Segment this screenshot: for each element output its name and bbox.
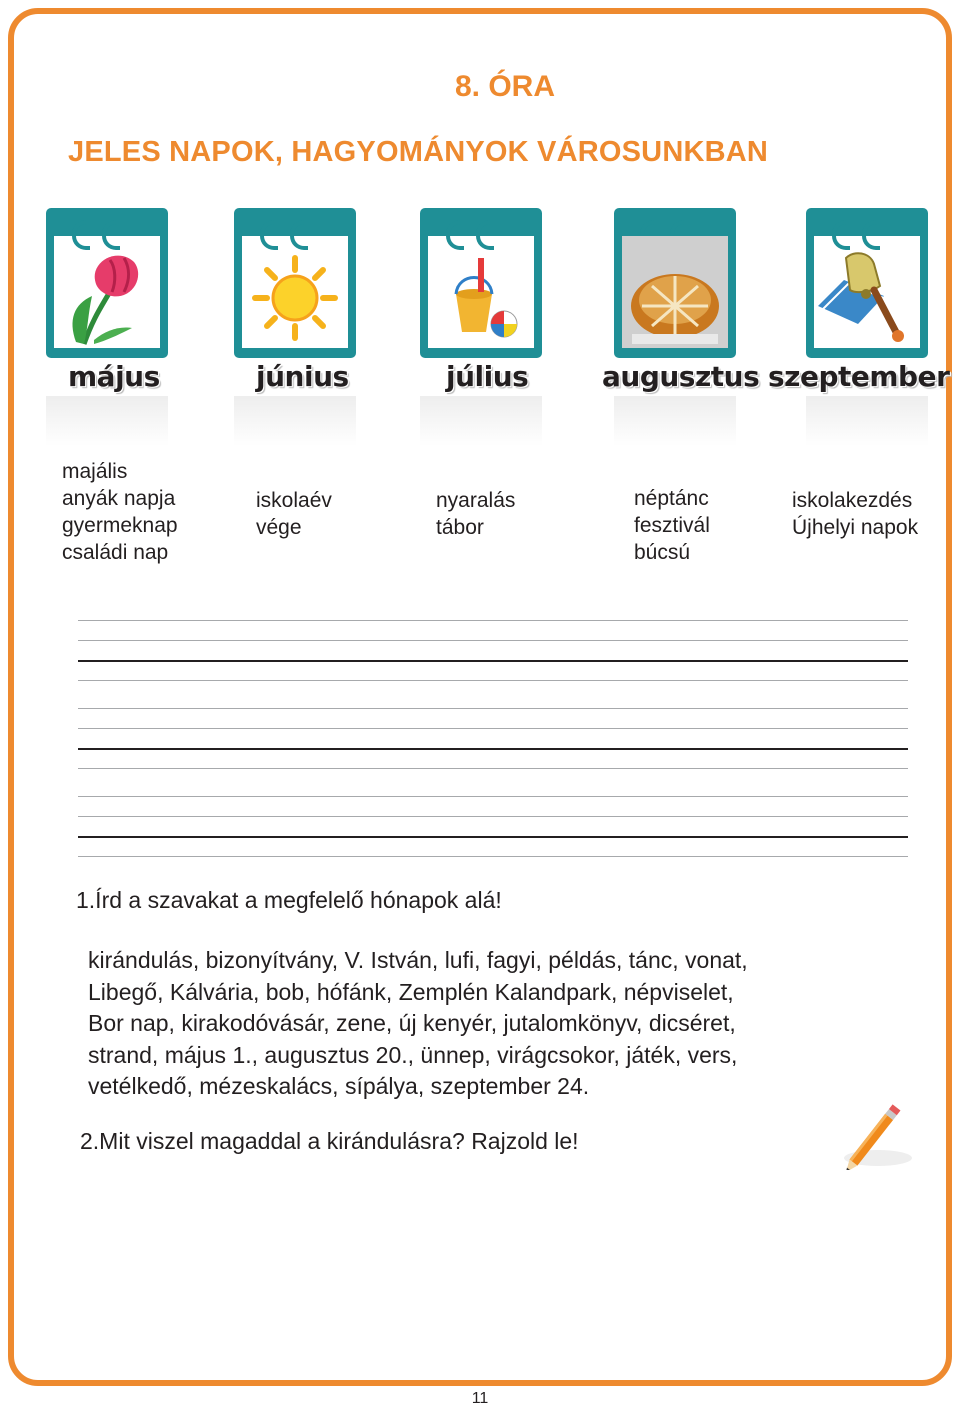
word-bank-line: strand, május 1., augusztus 20., ünnep, virágcsokor, játék, vers, — [88, 1041, 738, 1068]
events-junius — [256, 487, 332, 541]
month-label: június — [256, 360, 349, 393]
page-number: 11 — [471, 1390, 489, 1407]
month-label: július — [446, 360, 529, 393]
calendar-reflection — [614, 396, 736, 446]
event-item: anyák napja — [62, 487, 176, 510]
events-majus — [62, 458, 178, 566]
calendar-icon — [614, 208, 736, 358]
events-augusztus — [634, 485, 710, 566]
event-item: iskolaév — [256, 489, 332, 512]
school-bell-book-icon — [814, 236, 920, 348]
events-julius — [436, 487, 515, 541]
event-item: búcsú — [634, 541, 691, 564]
calendar-icon — [420, 208, 542, 358]
month-label: május — [68, 360, 160, 393]
word-bank-line: Bor nap, kirakodóvásár, zene, új kenyér, jutalomkönyv, dicséret, — [88, 1010, 736, 1036]
event-item: iskolakezdés — [792, 489, 913, 512]
task-1-instruction: 1.Írd a szavakat a megfelelő hónapok alá! — [76, 887, 502, 913]
calendar-icon — [806, 208, 928, 358]
calendar-reflection — [46, 396, 168, 446]
bread-loaf-icon — [622, 236, 728, 348]
month-label: szeptember — [768, 360, 950, 393]
sun-icon — [242, 236, 348, 348]
event-item: fesztivál — [634, 514, 710, 537]
event-item: gyermeknap — [62, 514, 178, 537]
lesson-number: 8. ÓRA — [454, 70, 556, 103]
word-bank — [88, 945, 748, 1103]
handwriting-lines[interactable] — [78, 620, 908, 860]
events-szeptember — [792, 487, 918, 541]
calendar-reflection — [420, 396, 542, 446]
calendar-reflection — [806, 396, 928, 446]
task-2-instruction: 2.Mit viszel magaddal a kirándulásra? Rajzold le! — [80, 1128, 579, 1154]
event-item: tábor — [436, 516, 484, 539]
pencil-icon — [834, 1100, 916, 1170]
calendar-reflection — [234, 396, 356, 446]
calendar-icon — [234, 208, 356, 358]
page-title: JELES NAPOK, HAGYOMÁNYOK VÁROSUNKBAN — [68, 136, 769, 168]
event-item: Újhelyi napok — [792, 516, 919, 539]
sand-bucket-ball-icon — [428, 236, 534, 348]
word-bank-line: vetélkedő, mézeskalács, sípálya, szeptember 24. — [88, 1073, 590, 1099]
event-item: néptánc — [634, 487, 709, 510]
word-bank-line: Libegő, Kálvária, bob, hófánk, Zemplén Kalandpark, népviselet, — [88, 978, 734, 1005]
calendar-icon — [46, 208, 168, 358]
tulip-icon — [54, 236, 160, 348]
event-item: majális — [62, 460, 128, 483]
month-label: augusztus — [602, 360, 760, 393]
event-item: nyaralás — [436, 489, 516, 512]
event-item: vége — [256, 516, 302, 539]
event-item: családi nap — [62, 541, 169, 564]
word-bank-line: kirándulás, bizonyítvány, V. István, lufi, fagyi, példás, tánc, vonat, — [88, 947, 748, 973]
